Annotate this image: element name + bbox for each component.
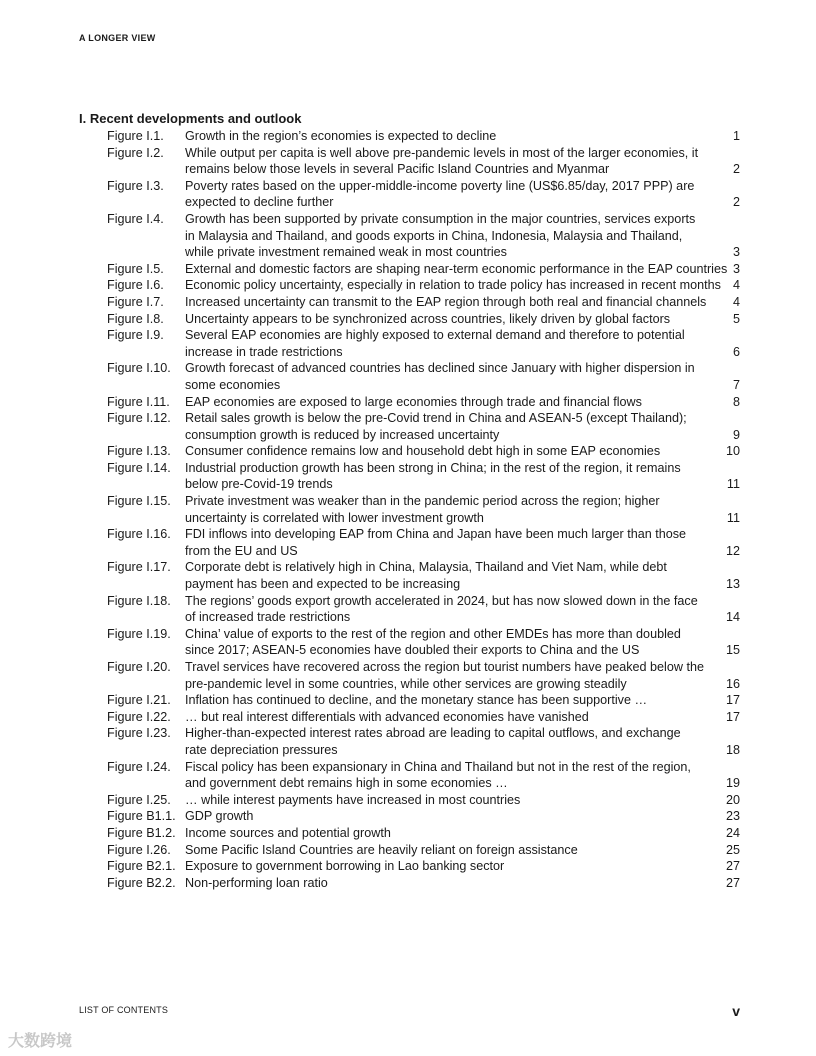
figure-title-line: Increased uncertainty can transmit to the EAP region through both real and financial channels bbox=[185, 294, 707, 309]
figure-title-line: Exposure to government borrowing in Lao banking sector bbox=[185, 859, 505, 874]
toc-entry[interactable] bbox=[107, 875, 740, 892]
figure-page-number: 13 bbox=[725, 577, 740, 592]
figure-title bbox=[185, 128, 704, 145]
figure-title-line: of increased trade restrictions bbox=[185, 610, 351, 625]
figure-page-number: 12 bbox=[725, 543, 740, 558]
figure-label: Figure I.14. bbox=[107, 460, 171, 475]
figure-title-line: Industrial production growth has been strong in China; in the rest of the region, it remains bbox=[185, 460, 681, 475]
figure-title bbox=[185, 709, 704, 726]
toc-entry[interactable] bbox=[107, 659, 740, 692]
figure-label: Figure I.22. bbox=[107, 709, 171, 724]
figure-label: Figure I.18. bbox=[107, 593, 171, 608]
figure-title-line: Economic policy uncertainty, especially in relation to trade policy has increased in recent months bbox=[185, 278, 721, 293]
figure-title-line: Corporate debt is relatively high in China, Malaysia, Thailand and Viet Nam, while debt bbox=[185, 560, 667, 575]
figure-title bbox=[185, 493, 704, 526]
figure-page-number: 27 bbox=[725, 875, 740, 890]
figure-page-number: 20 bbox=[725, 792, 740, 807]
toc-entry[interactable] bbox=[107, 725, 740, 758]
figure-page-number: 11 bbox=[726, 477, 740, 492]
figure-title-line: Higher-than-expected interest rates abroad are leading to capital outflows, and exchange bbox=[185, 726, 681, 741]
toc-entry[interactable] bbox=[107, 261, 740, 278]
toc-entry[interactable] bbox=[107, 593, 740, 626]
figure-label: Figure I.12. bbox=[107, 411, 171, 426]
toc-entry[interactable] bbox=[107, 825, 740, 842]
figure-page-number: 1 bbox=[732, 129, 740, 143]
toc-entry[interactable] bbox=[107, 410, 740, 443]
figure-label: Figure B2.2. bbox=[107, 875, 176, 890]
figure-title-line: and government debt remains high in some economies … bbox=[185, 776, 508, 791]
figure-title-line: Income sources and potential growth bbox=[185, 825, 391, 840]
figure-label: Figure I.3. bbox=[107, 178, 164, 193]
figure-title-line: Private investment was weaker than in the pandemic period across the region; higher bbox=[185, 494, 660, 509]
figure-page-number: 2 bbox=[732, 162, 740, 177]
figure-page-number: 25 bbox=[725, 842, 740, 857]
figure-page-number: 24 bbox=[725, 825, 740, 840]
figure-page-number: 6 bbox=[732, 344, 740, 359]
figure-label: Figure B2.1. bbox=[107, 859, 176, 874]
figure-title-line: While output per capita is well above pre-pandemic levels in most of the larger economies, it bbox=[185, 145, 699, 160]
toc-entry[interactable] bbox=[107, 360, 740, 393]
figure-label: Figure I.8. bbox=[107, 311, 164, 326]
figure-page-number: 2 bbox=[732, 195, 740, 210]
figure-title bbox=[185, 842, 704, 859]
toc-entry[interactable] bbox=[107, 493, 740, 526]
figure-title bbox=[185, 875, 704, 892]
toc-entry[interactable] bbox=[107, 759, 740, 792]
figure-label: Figure I.10. bbox=[107, 361, 171, 376]
figure-title bbox=[185, 294, 707, 311]
figure-title-line: while private investment remained weak in most countries bbox=[185, 245, 507, 260]
figure-title bbox=[185, 211, 704, 261]
running-head: A LONGER VIEW bbox=[79, 33, 156, 43]
figure-title-line: Growth in the region’s economies is expected to decline bbox=[185, 129, 497, 143]
toc-entry[interactable] bbox=[107, 443, 740, 460]
figure-title bbox=[185, 394, 704, 411]
figure-title bbox=[185, 443, 704, 460]
figure-title bbox=[185, 692, 704, 709]
toc-entry[interactable] bbox=[107, 842, 740, 859]
figure-page-number: 15 bbox=[725, 643, 740, 658]
figure-title bbox=[185, 559, 704, 592]
figure-title-line: Non-performing loan ratio bbox=[185, 875, 328, 890]
toc-entry[interactable] bbox=[107, 808, 740, 825]
figure-label: Figure I.20. bbox=[107, 660, 171, 674]
figure-list bbox=[107, 128, 740, 891]
figure-title-line: increase in trade restrictions bbox=[185, 344, 343, 359]
figure-title bbox=[185, 526, 704, 559]
figure-page-number: 4 bbox=[732, 294, 740, 309]
figure-title-line: expected to decline further bbox=[185, 195, 334, 210]
figure-title-line: some economies bbox=[185, 377, 281, 392]
figure-title bbox=[185, 659, 704, 692]
figure-page-number: 19 bbox=[725, 776, 740, 791]
toc-entry[interactable] bbox=[107, 178, 740, 211]
figure-label: Figure I.21. bbox=[107, 693, 171, 708]
toc-entry[interactable] bbox=[107, 858, 740, 875]
figure-label: Figure I.9. bbox=[107, 328, 164, 343]
figure-label: Figure I.19. bbox=[107, 626, 171, 641]
watermark-logo: 大数跨境 bbox=[8, 1033, 73, 1050]
figure-title bbox=[185, 858, 704, 875]
figure-label: Figure I.4. bbox=[107, 211, 164, 226]
toc-entry[interactable] bbox=[107, 128, 740, 145]
figure-page-number: 14 bbox=[725, 610, 740, 625]
figure-label: Figure I.24. bbox=[107, 759, 171, 774]
figure-label: Figure B1.2. bbox=[107, 825, 176, 840]
figure-label: Figure I.5. bbox=[107, 261, 164, 276]
page-number: v bbox=[732, 1003, 740, 1019]
figure-title-line: Growth has been supported by private consumption in the major countries, services exports bbox=[185, 211, 696, 226]
figure-label: Figure I.16. bbox=[107, 527, 171, 542]
figure-title-line: rate depreciation pressures bbox=[185, 742, 338, 757]
figure-title-line: Growth forecast of advanced countries has declined since January with higher dispersion in bbox=[185, 361, 695, 376]
figure-page-number: 23 bbox=[725, 809, 740, 824]
figure-title bbox=[185, 311, 704, 328]
toc-entry[interactable] bbox=[107, 792, 740, 809]
figure-page-number: 5 bbox=[732, 311, 740, 326]
figure-page-number: 7 bbox=[732, 377, 740, 392]
figure-label: Figure B1.1. bbox=[107, 809, 176, 824]
figure-title bbox=[185, 360, 704, 393]
figure-title-line: China’ value of exports to the rest of the region and other EMDEs has more than doubled bbox=[185, 626, 681, 641]
toc-entry[interactable] bbox=[107, 526, 740, 559]
figure-label: Figure I.2. bbox=[107, 145, 164, 160]
figure-label: Figure I.13. bbox=[107, 444, 171, 459]
figure-title-line: EAP economies are exposed to large economies through trade and financial flows bbox=[185, 394, 642, 409]
figure-page-number: 9 bbox=[732, 427, 740, 442]
figure-label: Figure I.6. bbox=[107, 278, 164, 293]
figure-page-number: 11 bbox=[726, 510, 740, 525]
figure-title-line: payment has been and expected to be increasing bbox=[185, 577, 461, 592]
figure-page-number: 3 bbox=[732, 261, 740, 276]
figure-title bbox=[185, 327, 704, 360]
figure-title bbox=[185, 792, 704, 809]
figure-title-line: Fiscal policy has been expansionary in China and Thailand but not in the rest of the region, bbox=[185, 759, 691, 774]
toc-entry[interactable] bbox=[107, 394, 740, 411]
figure-title bbox=[185, 593, 704, 626]
toc-entry[interactable] bbox=[107, 460, 740, 493]
figure-title-line: uncertainty is correlated with lower investment growth bbox=[185, 510, 484, 525]
figure-label: Figure I.15. bbox=[107, 494, 171, 509]
figure-title bbox=[185, 460, 704, 493]
figure-title-line: Poverty rates based on the upper-middle-income poverty line (US$6.85/day, 2017 PPP) are bbox=[185, 178, 695, 193]
figure-title bbox=[185, 759, 704, 792]
figure-title bbox=[185, 261, 728, 278]
figure-title-line: FDI inflows into developing EAP from China and Japan have been much larger than those bbox=[185, 527, 687, 542]
figure-page-number: 4 bbox=[732, 278, 740, 293]
toc-entry[interactable] bbox=[107, 709, 740, 726]
figure-title bbox=[185, 626, 704, 659]
toc-entry[interactable] bbox=[107, 211, 740, 261]
figure-title-line: The regions’ goods export growth accelerated in 2024, but has now slowed down in the face bbox=[185, 593, 698, 608]
figure-label: Figure I.1. bbox=[107, 129, 164, 143]
figure-title-line: GDP growth bbox=[185, 809, 254, 824]
figure-title-line: … while interest payments have increased in most countries bbox=[185, 792, 521, 807]
toc-entry[interactable] bbox=[107, 327, 740, 360]
figure-title-line: since 2017; ASEAN-5 economies have doubled their exports to China and the US bbox=[185, 643, 640, 658]
figure-title bbox=[185, 808, 704, 825]
figure-title-line: Consumer confidence remains low and household debt high in some EAP economies bbox=[185, 444, 661, 459]
figure-label: Figure I.7. bbox=[107, 294, 164, 309]
figure-title bbox=[185, 410, 704, 443]
figure-page-number: 8 bbox=[732, 394, 740, 409]
figure-title-line: Uncertainty appears to be synchronized across countries, likely driven by global factors bbox=[185, 311, 671, 326]
toc-entry[interactable] bbox=[107, 692, 740, 709]
figure-title-line: consumption growth is reduced by increased uncertainty bbox=[185, 427, 500, 442]
figure-title-line: below pre-Covid-19 trends bbox=[185, 477, 333, 492]
figure-label: Figure I.25. bbox=[107, 792, 171, 807]
figure-title-line: from the EU and US bbox=[185, 543, 298, 558]
figure-title-line: Retail sales growth is below the pre-Covid trend in China and ASEAN-5 (except Thailand); bbox=[185, 411, 687, 426]
figure-label: Figure I.23. bbox=[107, 726, 171, 741]
figure-title-line: Some Pacific Island Countries are heavily reliant on foreign assistance bbox=[185, 842, 578, 857]
figure-title bbox=[185, 825, 704, 842]
toc-entry[interactable] bbox=[107, 294, 740, 311]
figure-title-line: … but real interest differentials with advanced economies have vanished bbox=[185, 709, 589, 724]
figure-title-line: pre-pandemic level in some countries, while other services are growing steadily bbox=[185, 676, 627, 691]
figure-title-line: Travel services have recovered across the region but tourist numbers have peaked below the bbox=[185, 660, 704, 674]
figure-label: Figure I.17. bbox=[107, 560, 171, 575]
figure-title-line: Several EAP economies are highly exposed to external demand and therefore to potential bbox=[185, 328, 685, 343]
figure-page-number: 17 bbox=[725, 693, 740, 708]
figure-title bbox=[185, 277, 721, 294]
figure-label: Figure I.11. bbox=[107, 394, 170, 409]
figure-title bbox=[185, 725, 704, 758]
section-heading: I. Recent developments and outlook bbox=[79, 111, 302, 126]
toc-entry[interactable] bbox=[107, 626, 740, 659]
figure-title-line: in Malaysia and Thailand, and goods exports in China, Indonesia, Malaysia and Thailand, bbox=[185, 228, 683, 243]
figure-page-number: 18 bbox=[725, 742, 740, 757]
toc-entry[interactable] bbox=[107, 559, 740, 592]
figure-title bbox=[185, 145, 704, 178]
figure-label: Figure I.26. bbox=[107, 842, 171, 857]
figure-page-number: 10 bbox=[725, 444, 740, 459]
figure-page-number: 3 bbox=[732, 245, 740, 260]
figure-title-line: Inflation has continued to decline, and the monetary stance has been supportive … bbox=[185, 693, 648, 708]
figure-page-number: 27 bbox=[725, 859, 740, 874]
figure-title-line: remains below those levels in several Pacific Island Countries and Myanmar bbox=[185, 162, 610, 177]
figure-title-line: External and domestic factors are shaping near-term economic performance in the EAP countries bbox=[185, 261, 728, 276]
footer-label: LIST OF CONTENTS bbox=[79, 1005, 169, 1015]
figure-title bbox=[185, 178, 704, 211]
toc-entry[interactable] bbox=[107, 277, 740, 294]
figure-page-number: 16 bbox=[725, 676, 740, 691]
figure-page-number: 17 bbox=[725, 709, 740, 724]
toc-entry[interactable] bbox=[107, 145, 740, 178]
toc-entry[interactable] bbox=[107, 311, 740, 328]
